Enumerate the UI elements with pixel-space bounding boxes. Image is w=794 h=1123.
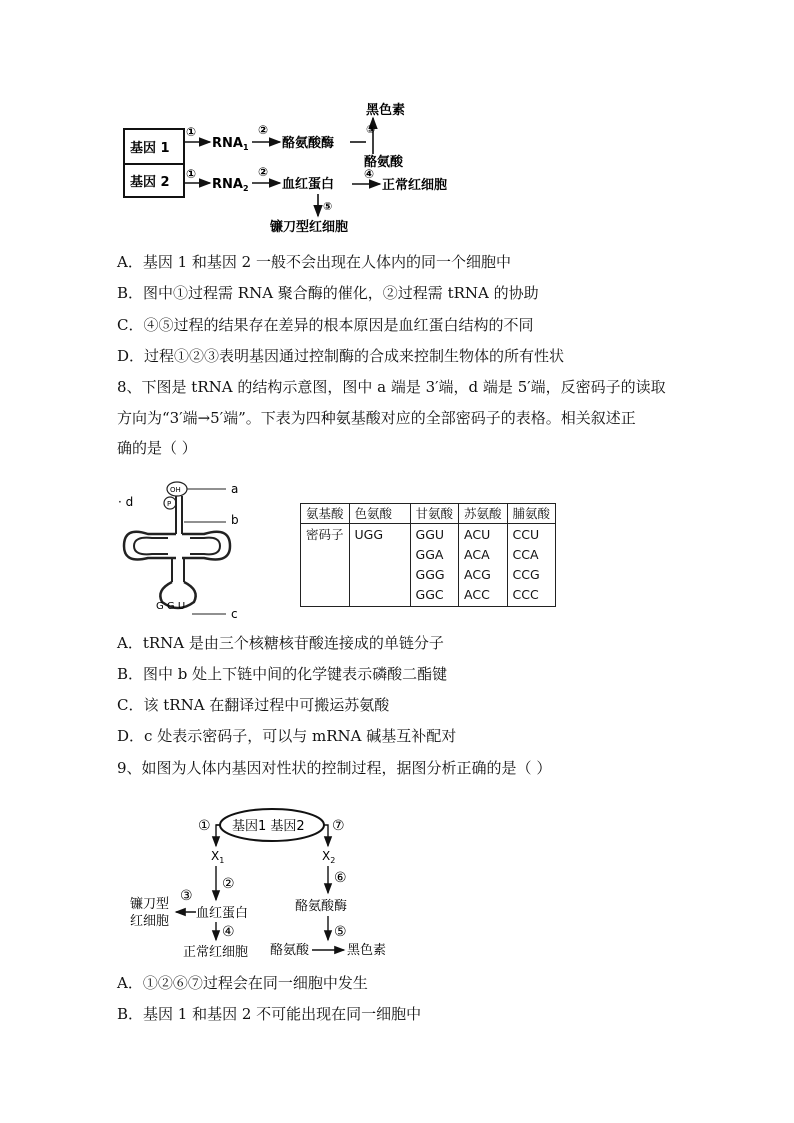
- q8-option-a: A．tRNA 是由三个核糖核苷酸连接成的单链分子: [117, 634, 444, 652]
- d-end-label: · d: [118, 495, 134, 509]
- melanin-label: 黑色素: [366, 103, 406, 118]
- step4: ④: [222, 924, 235, 940]
- q9-option-b: B．基因 1 和基因 2 不可能出现在同一细胞中: [117, 1005, 422, 1023]
- q8-option-d: D．c 处表示密码子，可以与 mRNA 碱基互补配对: [117, 727, 457, 745]
- step3-label: ③: [366, 123, 376, 136]
- codon-cell-thr: ACU ACA ACG ACC: [459, 524, 508, 607]
- a-end-label: a: [231, 482, 239, 496]
- sickle-label-1: 镰刀型: [130, 897, 170, 912]
- tyrosinase-label: 酪氨酸酶: [295, 899, 348, 914]
- step2-label: ②: [258, 123, 269, 137]
- gene-expression-figure-1: [118, 98, 478, 238]
- table-header: 苏氨酸: [459, 504, 508, 524]
- sickle-cell-label: 镰刀型红细胞: [270, 220, 349, 235]
- table-header: 氨基酸: [301, 504, 350, 524]
- gene1-label: 基因 1: [130, 141, 170, 156]
- step1: ①: [198, 818, 211, 834]
- codon-cell-pro: CCU CCA CCG CCC: [507, 524, 556, 607]
- step7: ⑦: [332, 818, 345, 834]
- q8-stem-line-1: 8、下图是 tRNA 的结构示意图，图中 a 端是 3′端，d 端是 5′端，反密码子的读取: [117, 378, 666, 396]
- q8-stem-line-2: 方向为“3′端→5′端”。下表为四种氨基酸对应的全部密码子的表格。相关叙述正: [117, 409, 636, 427]
- rna2-label: $RNA_2$: [212, 177, 249, 193]
- svg-text:P: P: [167, 500, 172, 508]
- melanin-label: 黑色素: [347, 943, 387, 958]
- table-header: 脯氨酸: [507, 504, 556, 524]
- q9-option-a: A．①②⑥⑦过程会在同一细胞中发生: [117, 974, 368, 992]
- svg-text:OH: OH: [170, 486, 181, 494]
- genes-label: 基因1 基因2: [232, 819, 305, 834]
- normal-rbc-label: 正常红细胞: [183, 945, 249, 960]
- step2b-label: ②: [258, 165, 269, 179]
- c-label: c: [231, 607, 238, 621]
- tyrosinase-label: 酪氨酸酶: [282, 136, 335, 151]
- q7-option-d: D．过程①②③表明基因通过控制酶的合成来控制生物体的所有性状: [117, 347, 565, 365]
- gene2-label: 基因 2: [130, 175, 170, 190]
- anticodon-label: G G U: [156, 601, 186, 612]
- step1b-label: ①: [186, 167, 197, 181]
- table-header: 色氨酸: [349, 504, 410, 524]
- hemoglobin-label: 血红蛋白: [282, 177, 335, 192]
- q7-option-b: B．图中①过程需 RNA 聚合酶的催化，②过程需 tRNA 的协助: [117, 284, 539, 302]
- step5-label: ⑤: [323, 200, 333, 213]
- step4-label: ④: [364, 167, 375, 181]
- q8-option-b: B．图中 b 处上下链中间的化学键表示磷酸二酯键: [117, 665, 448, 683]
- table-header: 甘氨酸: [410, 504, 459, 524]
- row-label: 密码子: [301, 524, 350, 607]
- x2-label: $X_2$: [322, 849, 336, 865]
- tyrosine-label: 酪氨酸: [270, 943, 310, 958]
- step3: ③: [180, 888, 193, 904]
- step5: ⑤: [334, 924, 347, 940]
- hemoglobin-label: 血红蛋白: [196, 906, 249, 921]
- x1-label: $X_1$: [211, 849, 225, 865]
- normal-rbc-label: 正常红细胞: [382, 178, 448, 193]
- q7-option-c: C．④⑤过程的结果存在差异的根本原因是血红蛋白结构的不同: [117, 316, 534, 334]
- b-label: b: [231, 513, 239, 527]
- step6: ⑥: [334, 870, 347, 886]
- q9-stem: 9、如图为人体内基因对性状的控制过程，据图分析正确的是（ ）: [117, 759, 552, 777]
- codon-table: [300, 503, 556, 607]
- q7-option-a: A．基因 1 和基因 2 一般不会出现在人体内的同一个细胞中: [117, 253, 511, 271]
- step1-label: ①: [186, 125, 197, 139]
- sickle-label-2: 红细胞: [130, 914, 170, 929]
- trna-structure-diagram: [118, 478, 250, 623]
- tyrosine-label: 酪氨酸: [364, 155, 404, 170]
- gene-control-figure-2: [128, 800, 418, 965]
- codon-cell-gly: GGU GGA GGG GGC: [410, 524, 459, 607]
- q8-option-c: C．该 tRNA 在翻译过程中可搬运苏氨酸: [117, 696, 390, 714]
- codon-cell-trp: UGG: [349, 524, 410, 607]
- q8-stem-line-3: 确的是（ ）: [117, 439, 197, 457]
- step2: ②: [222, 876, 235, 892]
- rna1-label: $RNA_1$: [212, 136, 249, 152]
